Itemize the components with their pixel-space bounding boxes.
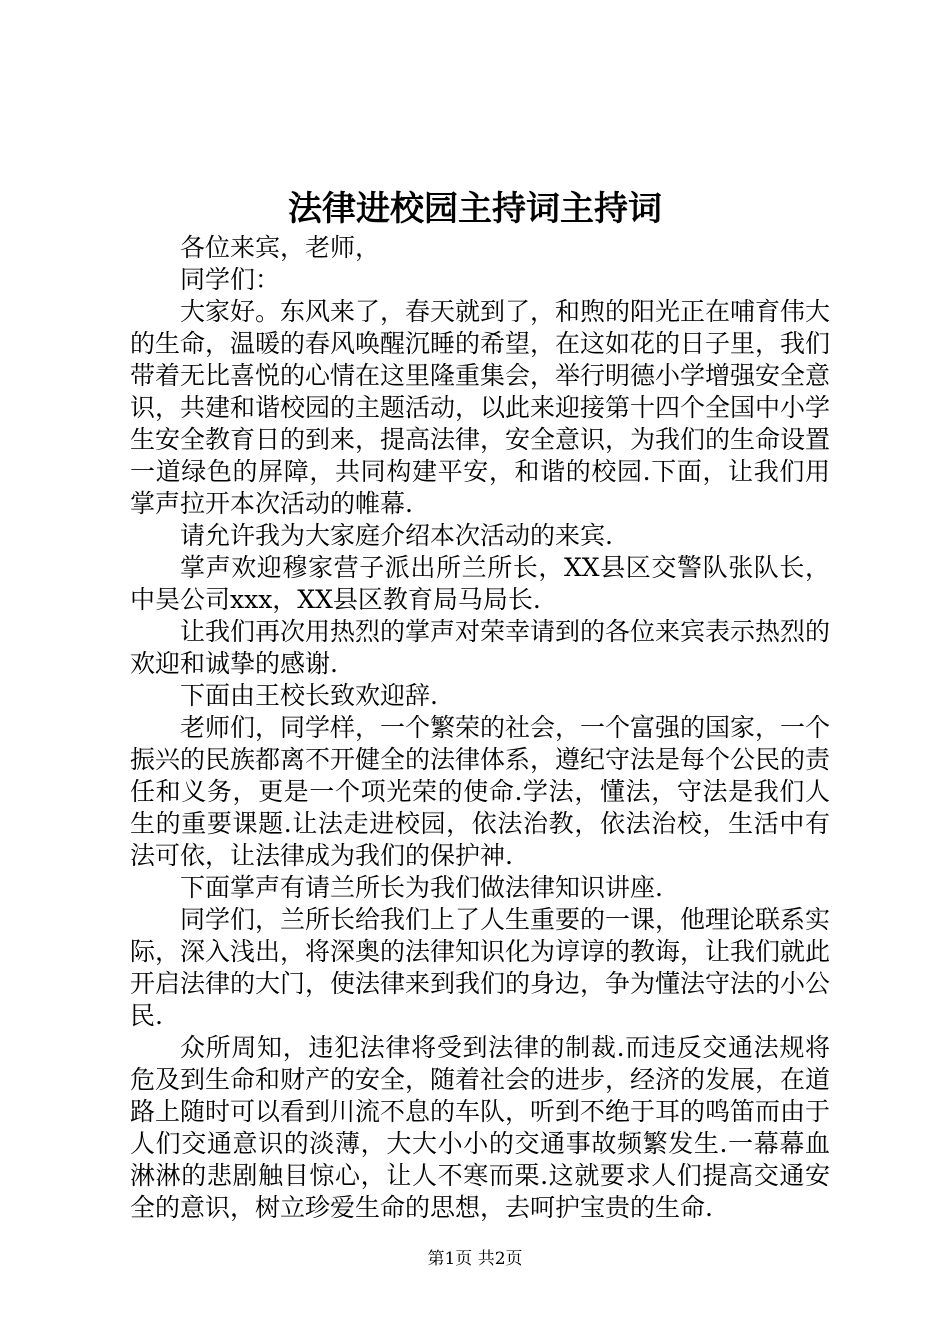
- paragraph-law-importance: 老师们，同学样，一个繁荣的社会，一个富强的国家，一个振兴的民族都离不开健全的法律体系，遵纪守法是每个公民的责任和义务，更是一个项光荣的使命.学法，懂法，守法是我们人生的重要课题.让法走进校园，依法治教，依法治校，生活中有法可依，让法律成为我们的保护神.: [130, 713, 831, 870]
- document-body: [130, 232, 830, 1224]
- paragraph-welcome-guests: 掌声欢迎穆家营子派出所兰所长，XX县区交警队张队长，中昊公司xxx，XX县区教育局马局长.: [130, 553, 830, 614]
- paragraph-principal-speech: 下面由王校长致欢迎辞.: [180, 681, 438, 710]
- paragraph-traffic-safety: 众所周知，违犯法律将受到法律的制裁.而违反交通法规将危及到生命和财产的安全，随着社会的进步，经济的发展，在道路上随时可以看到川流不息的车队，听到不绝于耳的鸣笛而由于人们交通意识的淡薄，大大小小的交通事故频繁发生.一幕幕血淋淋的悲剧触目惊心，让人不寒而栗.这就要求人们提高交通安全的意识，树立珍爱生命的思想，去呵护宝贵的生命.: [130, 1033, 831, 1222]
- paragraph-introduce-guests: 请允许我为大家庭介绍本次活动的来宾.: [180, 521, 613, 550]
- paragraph-lecture-invite: 下面掌声有请兰所长为我们做法律知识讲座.: [180, 873, 663, 902]
- paragraph-students: 同学们：: [180, 265, 281, 294]
- paragraph-opening: 大家好。东风来了，春天就到了，和煦的阳光正在哺育伟大的生命，温暖的春风唤醒沉睡的希望，在这如花的日子里，我们带着无比喜悦的心情在这里隆重集会，举行明德小学增强安全意识，共建和谐校园的主题活动，以此来迎接第十四个全国中小学生安全教育日的到来，提高法律，安全意识，为我们的生命设置一道绿色的屏障，共同构建平安，和谐的校园.下面，让我们用掌声拉开本次活动的帷幕.: [130, 297, 831, 518]
- paragraph-lecture-summary: 同学们，兰所长给我们上了人生重要的一课，他理论联系实际，深入浅出，将深奥的法律知识化为谆谆的教诲，让我们就此开启法律的大门，使法律来到我们的身边，争为懂法守法的小公民.: [130, 905, 831, 1030]
- document-title: 法律进校园主持词主持词: [288, 189, 662, 229]
- page-footer: 第1页 共2页: [427, 1249, 523, 1269]
- paragraph-greeting: 各位来宾，老师，: [180, 233, 381, 262]
- paragraph-thanks: 让我们再次用热烈的掌声对荣幸请到的各位来宾表示热烈的欢迎和诚挚的感谢.: [130, 617, 831, 678]
